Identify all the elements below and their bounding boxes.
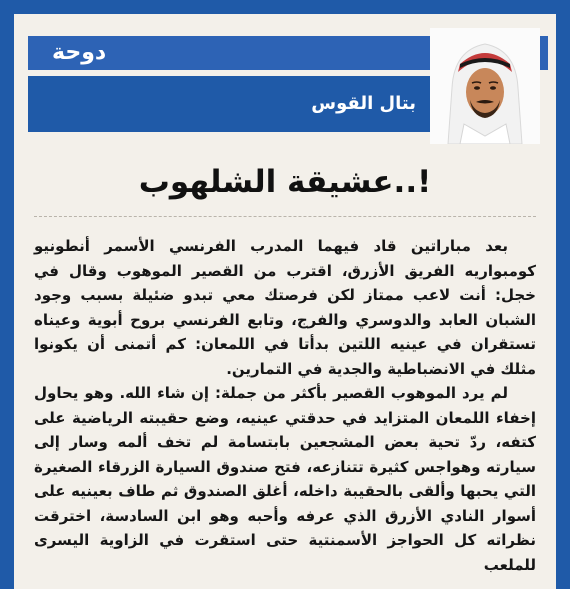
author-banner xyxy=(28,76,430,132)
article-paragraph: بعد مباراتين قاد فيهما المدرب الفرنسي الأسمر أنطونيو كومبواريه الفريق الأزرق، اقترب من القصير الموهوب وقال في خجل: أنت لاعب ممتاز لكن فرصتك معي تبدو ضئيلة بسبب وجود الشبان العابد والدوسري والفرج، وتابع الفرنسي بروح أبوية وعيناه تستقران في عينيه اللتين بدأتا في اللمعان: كم أتمنى أن يكونوا مثلك في الانضباطية والجدية في التمارين. xyxy=(34,237,536,378)
article-body xyxy=(34,234,536,577)
author-name: بتال القوس xyxy=(311,93,416,114)
section-title: دوحة xyxy=(52,40,107,65)
author-portrait-icon xyxy=(430,28,540,144)
article-paragraph: لم يرد الموهوب القصير بأكثر من جملة: إن شاء الله. وهو يحاول إخفاء اللمعان المتزايد في حدقتي عينيه، وضع حقيبته الرياضية على كتفه، ردّ تحية بعض المشجعين بابتسامة لم تخف ألمه وسار إلى سيارته وهواجس كثيرة تتنازعه، فتح صندوق السيارة الزرقاء الصغيرة التي يحبها وألقى بالحقيبة داخله، أغلق الصندوق ثم طاف بعينيه على أسوار النادي الأزرق الذي عرفه وأحبه وهو ابن السادسة، اخترقت نظراته كل الحواجز الأسمنتية حتى استقرت في الزاوية اليسرى للملعب xyxy=(34,384,536,574)
column-panel xyxy=(14,14,556,589)
article-headline: عشيقة الشلهوب..! xyxy=(138,164,432,200)
author-photo xyxy=(430,28,540,144)
headline-divider xyxy=(34,216,536,217)
